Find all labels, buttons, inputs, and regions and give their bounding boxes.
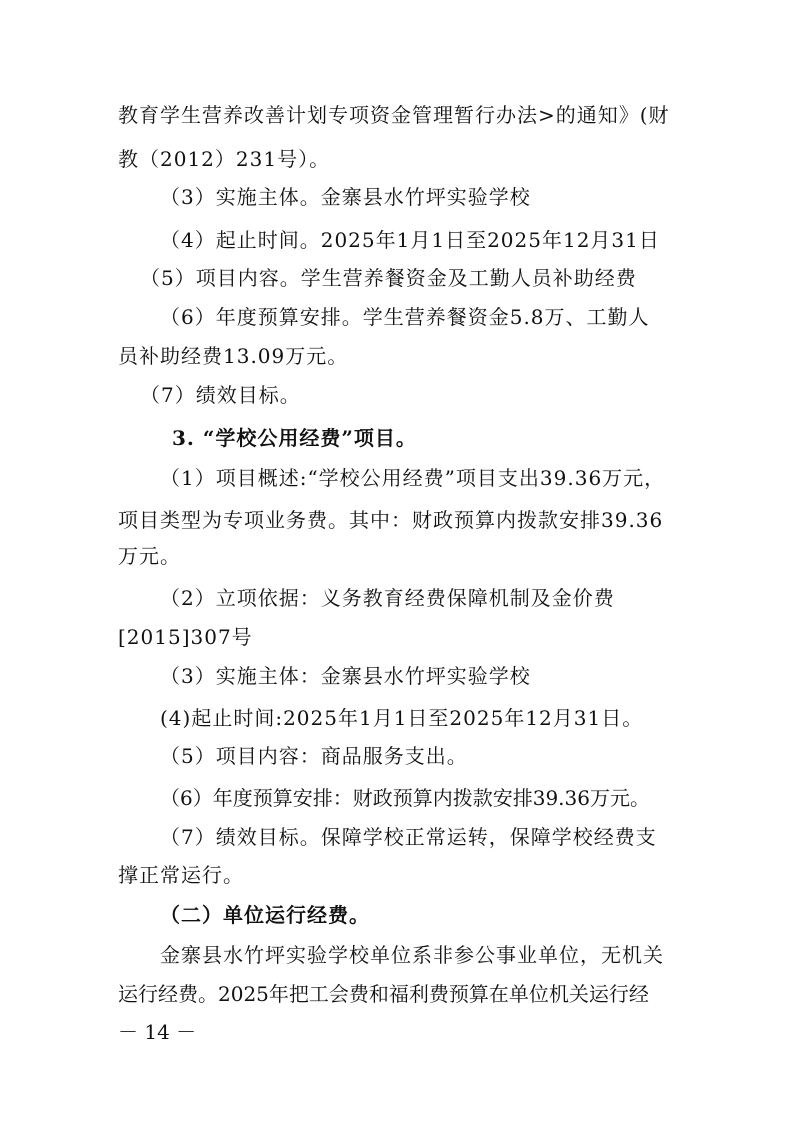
section-heading-unit-running: （二）单位运行经费。 xyxy=(160,903,370,927)
text-line-1: 教育学生营养改善计划专项资金管理暂行办法>的通知》(财 xyxy=(118,103,670,127)
text-line-10: （1）项目概述:“学校公用经费”项目支出39.36万元， xyxy=(160,466,666,490)
text-line-19: （7）绩效目标。保障学校正常运转，保障学校经费支 xyxy=(160,825,657,849)
text-line-2: 教（2012）231号）。 xyxy=(118,147,331,171)
text-line-7: 员补助经费13.09万元。 xyxy=(118,344,349,368)
text-line-17: （5）项目内容：商品服务支出。 xyxy=(160,744,468,768)
text-line-6: （6）年度预算安排。学生营养餐资金5.8万、工勤人 xyxy=(160,305,650,329)
section-heading-3: 3. “学校公用经费”项目。 xyxy=(172,426,417,450)
text-line-15: （3）实施主体：金寨县水竹坪实验学校 xyxy=(160,664,531,688)
text-line-3: （3）实施主体。金寨县水竹坪实验学校 xyxy=(160,185,531,209)
text-line-23: 运行经费。2025年把工会费和福利费预算在单位机关运行经 xyxy=(118,982,649,1006)
page-number: － 14 － xyxy=(118,1020,197,1044)
text-line-14: [2015]307号 xyxy=(118,625,253,649)
text-line-13: （2）立项依据：义务教育经费保障机制及金价费 xyxy=(160,586,615,610)
text-line-16: (4)起止时间:2025年1月1日至2025年12月31日。 xyxy=(160,706,644,730)
text-line-18: （6）年度预算安排：财政预算内拨款安排39.36万元。 xyxy=(160,786,650,810)
text-line-22: 金寨县水竹坪实验学校单位系非参公事业单位，无机关 xyxy=(160,943,664,967)
text-line-4: （4）起止时间。2025年1月1日至2025年12月31日 xyxy=(160,228,660,252)
text-line-11: 项目类型为专项业务费。其中：财政预算内拨款安排39.36 xyxy=(118,508,664,532)
text-line-12: 万元。 xyxy=(118,544,181,568)
text-line-20: 撑正常运行。 xyxy=(118,863,244,887)
text-line-5: （5）项目内容。学生营养餐资金及工勤人员补助经费 xyxy=(140,266,637,290)
text-line-8: （7）绩效目标。 xyxy=(140,383,301,407)
